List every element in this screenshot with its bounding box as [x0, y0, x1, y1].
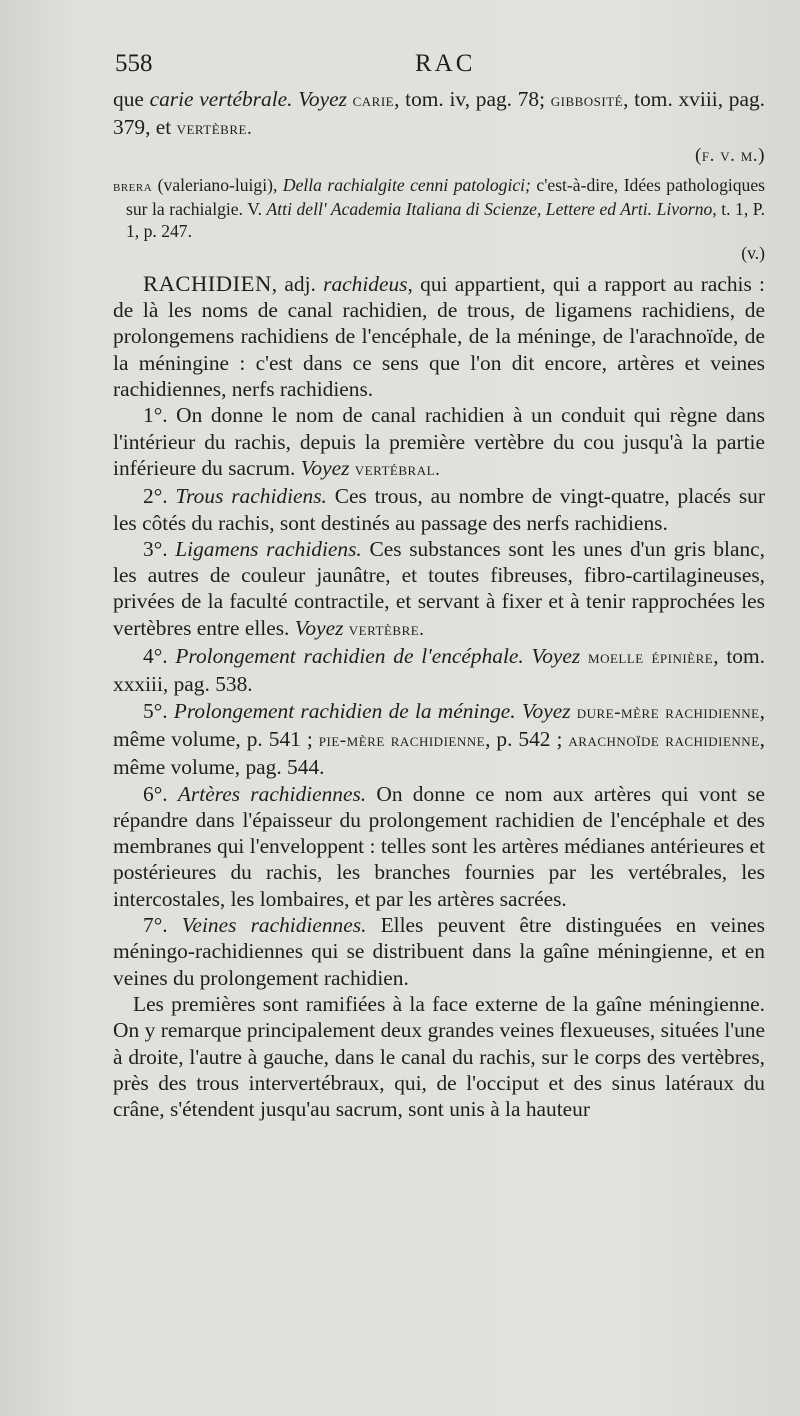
previous-entry-end: que carie vertébrale. Voyez carie, tom. iv, pag. 78; gibbosité, tom. xviii, pag. 379, et vertèbre. (f. v. m.) — [113, 86, 765, 169]
section-3: 3°. Ligamens rachidiens. Ces substances sont les unes d'un gris blanc, les autres de couleur jaunâtre, et toutes fibreuses, fibro-cartilagineuses, privées de la faculté contractile, et servant à fixer et à tenir rapprochées les vertèbres entre elles. Voyez vertèbre. — [113, 536, 765, 640]
bibliography-author: (v.) — [741, 242, 765, 263]
section-7-continued: Les premières sont ramifiées à la face externe de la gaîne méningienne. On y remarque principalement deux grandes veines flexueuses, situées l'une à droite, l'autre à gauche, dans le canal du rachis, sur le corps des vertèbres, près des trous intervertébraux, qui, de l'occiput et des sinus latéraux du crâne, s'étendent jusqu'au sacrum, sont unis à la hauteur — [113, 991, 765, 1122]
running-head: RAC — [415, 50, 476, 77]
headword: RACHIDIEN — [143, 270, 272, 296]
section-4: 4°. Prolongement rachidien de l'encéphale. Voyez moelle épinière, tom. xxxiii, pag. 538. — [113, 644, 765, 697]
section-6: 6°. Artères rachidiennes. On donne ce nom aux artères qui vont se répandre dans l'épaisseur du prolongement rachidien de l'encéphale et des membranes qui l'enveloppent : telles sont les artères médianes antérieures et postérieures du rachis, les branches fournies par les vertébrales, les intercostales, les lombaires, et par les artères sacrées. — [113, 781, 765, 911]
bibliography-entry: brera (valeriano-luigi), Della rachialgite cenni patologici; c'est-à-dire, Idées pathologiques sur la rachialgie. V. Atti dell' Academia Italiana di Scienze, Lettere ed Arti. Livorno, t. 1, P. 1, p. 247. (v.) — [113, 174, 766, 263]
section-1: 1°. On donne le nom de canal rachidien à un conduit qui règne dans l'intérieur du rachis, depuis la première vertèbre du cou jusqu'à la partie inférieure du sacrum. Voyez vertébral. — [113, 403, 765, 480]
entry-intro: RACHIDIEN, adj. rachideus, qui appartient, qui a rapport au rachis : de là les noms de canal rachidien, de trous, de ligamens rachidiens, de prolongemens rachidiens de l'encéphale, de la méninge, de l'arachnoïde, de la méningine : c'est dans ce sens que l'on dit encore, artères et veines rachidiennes, nerfs rachidiens. — [113, 270, 766, 402]
author-initials: (f. v. m.) — [694, 144, 765, 166]
running-header — [115, 50, 765, 84]
section-5: 5°. Prolongement rachidien de la méninge. Voyez dure-mère rachidienne, même volume, p. 541 ; pie-mère rachidienne, p. 542 ; arachnoïde rachidienne, même volume, pag. 544. — [113, 698, 765, 780]
page-number: 558 — [115, 50, 153, 77]
section-7: 7°. Veines rachidiennes. Elles peuvent être distinguées en veines méningo-rachidiennes qui se distribuent dans la gaîne méningienne, et en veines du prolongement rachidien. — [113, 913, 765, 990]
section-2: 2°. Trous rachidiens. Ces trous, au nombre de vingt-quatre, placés sur les côtés du rachis, sont destinés au passage des nerfs rachidiens. — [113, 484, 765, 535]
body-text — [113, 86, 765, 1122]
